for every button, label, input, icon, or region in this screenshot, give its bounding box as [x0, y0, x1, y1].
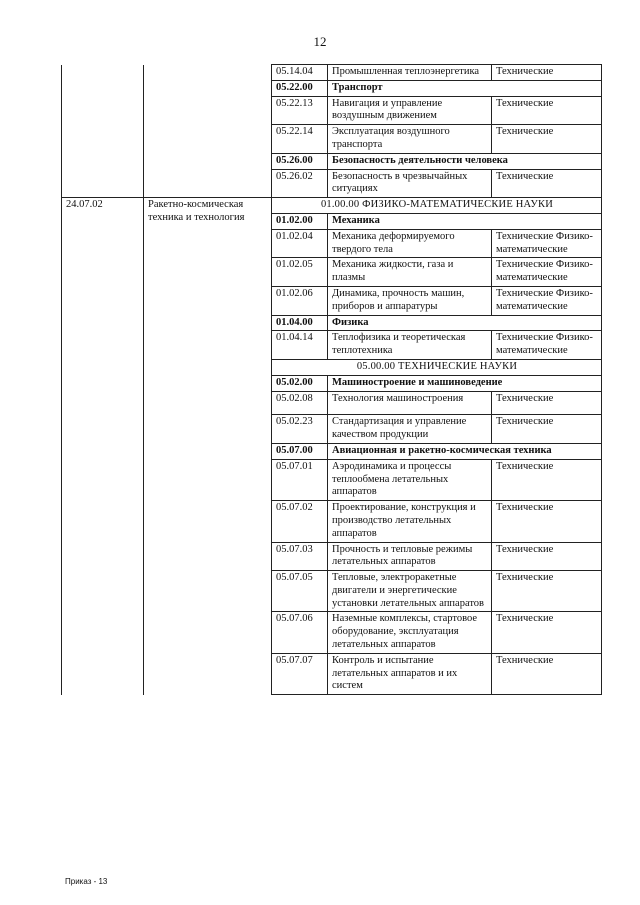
row-science: Технические Физико-математические — [492, 258, 602, 287]
row-name: Эксплуатация воздушного транспорта — [328, 125, 492, 154]
row-name: Тепловые, электроракетные двигатели и энергетические установки летательных аппаратов — [328, 571, 492, 612]
empty-cell — [62, 153, 144, 169]
row-name: Стандартизация и управление качеством продукции — [328, 415, 492, 444]
empty-cell — [62, 80, 144, 96]
empty-cell — [62, 96, 144, 125]
group-row — [62, 153, 602, 169]
empty-cell — [62, 65, 144, 81]
row-name: Машиностроение и машиноведение — [328, 375, 602, 391]
row-science: Технические — [492, 65, 602, 81]
row-science: Технические — [492, 391, 602, 415]
empty-cell — [144, 169, 272, 198]
section-row — [62, 198, 602, 214]
row-code: 05.07.02 — [272, 501, 328, 542]
row-science: Технические — [492, 653, 602, 694]
row-code: 01.02.00 — [272, 213, 328, 229]
row-code: 05.02.08 — [272, 391, 328, 415]
empty-cell — [62, 169, 144, 198]
empty-cell — [144, 96, 272, 125]
empty-cell — [144, 153, 272, 169]
row-name: Технология машиностроения — [328, 391, 492, 415]
table-row — [62, 65, 602, 81]
row-code: 01.04.00 — [272, 315, 328, 331]
row-name: Наземные комплексы, стартовое оборудование, эксплуатация летательных аппаратов — [328, 612, 492, 653]
row-code: 05.22.14 — [272, 125, 328, 154]
row-code: 05.26.02 — [272, 169, 328, 198]
footer-note: Приказ - 13 — [65, 877, 108, 886]
row-code: 05.07.06 — [272, 612, 328, 653]
row-code: 05.07.07 — [272, 653, 328, 694]
empty-cell — [144, 80, 272, 96]
row-name: Динамика, прочность машин, приборов и аппаратуры — [328, 286, 492, 315]
table-row — [62, 169, 602, 198]
row-code: 01.02.05 — [272, 258, 328, 287]
specialty-code: 24.07.02 — [62, 198, 144, 695]
row-name: Контроль и испытание летательных аппаратов и их систем — [328, 653, 492, 694]
row-name: Безопасность деятельности человека — [328, 153, 602, 169]
row-name: Аэродинамика и процессы теплообмена летательных аппаратов — [328, 459, 492, 500]
empty-cell — [62, 125, 144, 154]
row-science: Технические — [492, 459, 602, 500]
row-name: Механика жидкости, газа и плазмы — [328, 258, 492, 287]
row-science: Технические — [492, 612, 602, 653]
row-science: Технические Физико-математические — [492, 229, 602, 258]
specialties-table — [61, 64, 602, 695]
row-science: Технические — [492, 169, 602, 198]
row-code: 01.04.14 — [272, 331, 328, 360]
row-name: Проектирование, конструкция и производство летательных аппаратов — [328, 501, 492, 542]
row-name: Прочность и тепловые режимы летательных аппаратов — [328, 542, 492, 571]
table-row — [62, 96, 602, 125]
row-science: Технические — [492, 125, 602, 154]
empty-cell — [144, 125, 272, 154]
group-row — [62, 80, 602, 96]
row-code: 05.02.00 — [272, 375, 328, 391]
section-heading-physmath: 01.00.00 ФИЗИКО-МАТЕМАТИЧЕСКИЕ НАУКИ — [272, 198, 602, 214]
row-name: Теплофизика и теоретическая теплотехника — [328, 331, 492, 360]
row-code: 05.26.00 — [272, 153, 328, 169]
row-code: 05.14.04 — [272, 65, 328, 81]
section-heading-technical: 05.00.00 ТЕХНИЧЕСКИЕ НАУКИ — [272, 359, 602, 375]
row-code: 01.02.06 — [272, 286, 328, 315]
row-name: Физика — [328, 315, 602, 331]
row-name: Навигация и управление воздушным движением — [328, 96, 492, 125]
row-name: Промышленная теплоэнергетика — [328, 65, 492, 81]
row-code: 05.22.00 — [272, 80, 328, 96]
row-code: 05.07.03 — [272, 542, 328, 571]
specialty-name: Ракетно-космическая техника и технология — [144, 198, 272, 695]
row-science: Технические — [492, 415, 602, 444]
table-row — [62, 125, 602, 154]
row-code: 05.22.13 — [272, 96, 328, 125]
row-science: Технические Физико-математические — [492, 331, 602, 360]
empty-cell — [144, 65, 272, 81]
row-science: Технические Физико-математические — [492, 286, 602, 315]
row-code: 05.07.00 — [272, 443, 328, 459]
row-code: 05.02.23 — [272, 415, 328, 444]
row-code: 05.07.05 — [272, 571, 328, 612]
page-number: 12 — [313, 34, 327, 49]
row-science: Технические — [492, 571, 602, 612]
row-name: Авиационная и ракетно-космическая техника — [328, 443, 602, 459]
row-science: Технические — [492, 96, 602, 125]
row-code: 05.07.01 — [272, 459, 328, 500]
row-code: 01.02.04 — [272, 229, 328, 258]
row-name: Транспорт — [328, 80, 602, 96]
row-name: Механика — [328, 213, 602, 229]
row-name: Безопасность в чрезвычайных ситуациях — [328, 169, 492, 198]
row-science: Технические — [492, 542, 602, 571]
row-name: Механика деформируемого твердого тела — [328, 229, 492, 258]
row-science: Технические — [492, 501, 602, 542]
